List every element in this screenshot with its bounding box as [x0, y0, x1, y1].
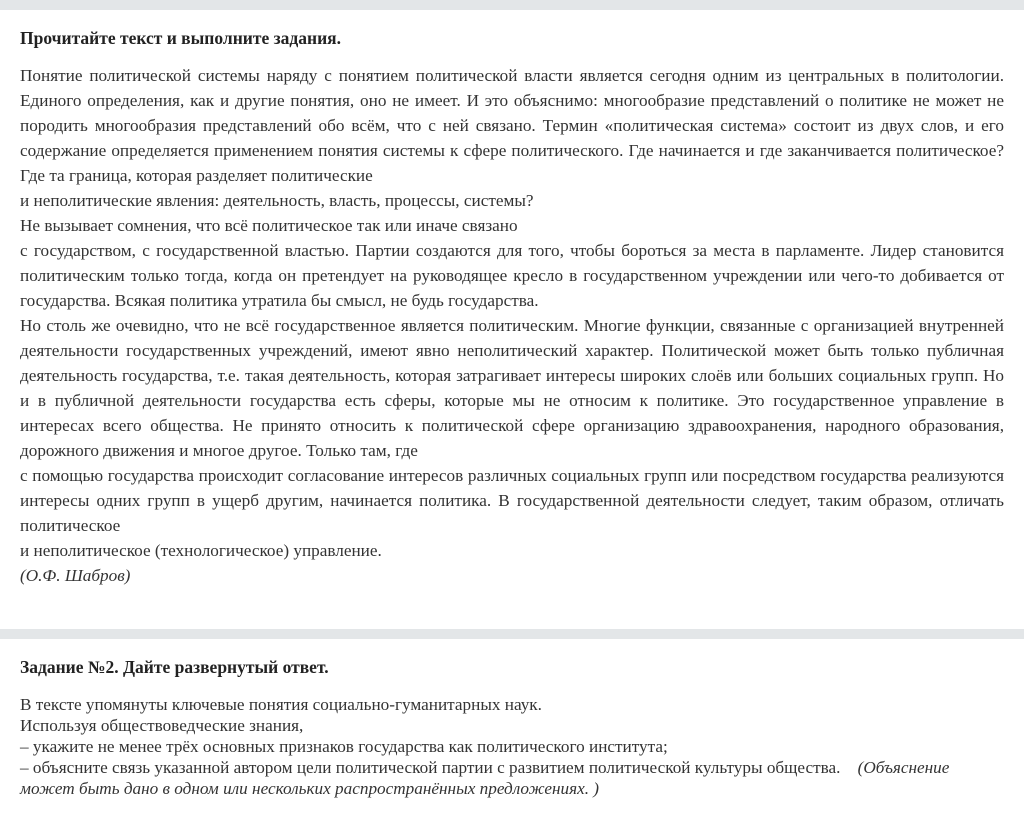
top-divider-strip — [0, 0, 1024, 10]
task-item-1: – укажите не менее трёх основных признаков государства как политического института; — [20, 737, 668, 756]
task-body — [20, 694, 1004, 799]
author-attribution: (О.Ф. Шабров) — [20, 566, 131, 585]
reading-paragraph-3: Не вызывает сомнения, что всё политическое так или иначе связано — [20, 216, 518, 235]
reading-paragraph-4: с государством, с государственной властью. Партии создаются для того, чтобы бороться за места в парламенте. Лидер становится политическим только тогда, когда он претендует на руководящее кресло в государственном учреждении или чего-то добивается от государства. Всякая политика утратила бы смысл, не будь государства. — [20, 241, 1004, 310]
section-divider-strip — [0, 629, 1024, 639]
task-title: Задание №2. Дайте развернутый ответ. — [20, 657, 329, 677]
reading-paragraph-7: и неполитическое (технологическое) управление. — [20, 541, 382, 560]
reading-paragraph-5: Но столь же очевидно, что не всё государственное является политическим. Многие функции, связанные с организацией внутренней деятельности государственных учреждений, имеют явно неполитический характер. Политической может быть только публичная деятельность государства, т.е. такая деятельность, которая затрагивает интересы широких слоёв или больших социальных групп. Но и в публичной деятельности государства есть сферы, которые мы не относим к политике. Это государственное управление в интересах всего общества. Не принято относить к политической сфере организацию здравоохранения, народного образования, дорожного движения и многое другое. Только там, где — [20, 316, 1004, 460]
task-item-2-text: – объясните связь указанной автором цели политической партии с развитием политической культуры общества. — [20, 758, 841, 777]
reading-paragraph-6: с помощью государства происходит согласование интересов различных социальных групп или посредством государства реализуются интересы одних групп в ущерб другим, начинается политика. В государственной деятельности следует, таким образом, отличать политическое — [20, 466, 1004, 535]
task-section — [0, 656, 1024, 799]
reading-text — [20, 63, 1004, 563]
task-note: (Объяснение может быть дано в одном или нескольких распространённых предложениях. ) — [20, 758, 950, 798]
task-intro: В тексте упомянуты ключевые понятия социально-гуманитарных наук. — [20, 695, 542, 714]
reading-paragraph-2: и неполитические явления: деятельность, власть, процессы, системы? — [20, 191, 534, 210]
reading-section — [0, 10, 1024, 588]
reading-title: Прочитайте текст и выполните задания. — [20, 28, 342, 48]
reading-paragraph-1: Понятие политической системы наряду с понятием политической власти является сегодня одним из центральных в политологии. Единого определения, как и другие понятия, оно не имеет. И это объяснимо: многообразие представлений о политике не может не породить многообразия представлений обо всём, что с ней связано. Термин «политическая система» состоит из двух слов, и его содержание определяется применением понятия системы к сфере политического. Где начинается и где заканчивается политическое? Где та граница, которая разделяет политические — [20, 66, 1004, 185]
task-instruction: Используя обществоведческие знания, — [20, 716, 304, 735]
task-item-2 — [20, 757, 1004, 799]
